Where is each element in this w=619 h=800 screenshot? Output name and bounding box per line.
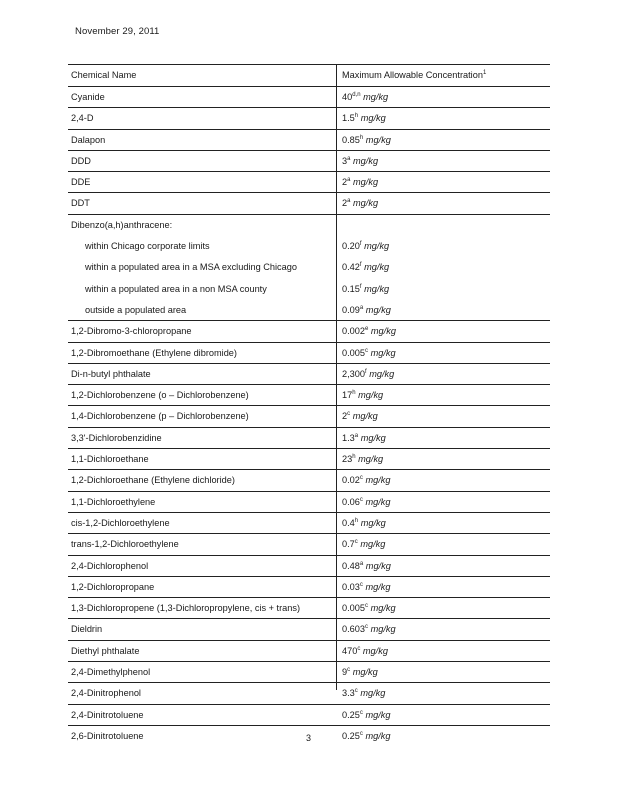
table-row [68, 130, 550, 151]
table-row [68, 87, 550, 108]
chemical-name-header: Chemical Name [71, 70, 137, 80]
max-concentration: 0.25$^c$ mg/kg [342, 709, 391, 720]
table-row [68, 108, 550, 129]
chemical-name: DDD [71, 155, 91, 166]
chemical-name: DDT [71, 198, 90, 209]
chemical-name: outside a populated area [85, 304, 187, 315]
table-row [68, 236, 550, 257]
max-concentration: 1.5$^h$ mg/kg [342, 113, 386, 124]
table-row [68, 321, 550, 342]
chemical-name: 1,1-Dichloroethane [71, 454, 149, 465]
max-concentration: 2$^c$ mg/kg [342, 411, 378, 422]
table-row [68, 492, 550, 513]
document-date: November 29, 2011 [75, 26, 160, 37]
chemical-name: 1,2-Dichloropropane [71, 581, 155, 592]
table-row [68, 619, 550, 640]
chemical-name: 2,4-Dichlorophenol [71, 560, 149, 571]
max-concentration: 0.25$^c$ mg/kg [342, 730, 391, 741]
max-concentration: 0.85$^h$ mg/kg [342, 134, 391, 145]
max-concentration: 0.005$^c$ mg/kg [342, 603, 396, 614]
chemical-name: 2,4-Dinitrotoluene [71, 709, 144, 720]
chemical-name: 1,2-Dibromoethane (Ethylene dibromide) [71, 347, 237, 358]
max-concentration: 3$^a$ mg/kg [342, 155, 379, 166]
max-concentration: 40$^{d,n}$ mg/kg [342, 92, 389, 102]
max-concentration: 0.005$^c$ mg/kg [342, 347, 396, 358]
table-row [68, 364, 550, 385]
chemical-name: 1,4-Dichlorobenzene (p – Dichlorobenzene) [71, 411, 249, 422]
max-concentration: 0.15$^f$ mg/kg [342, 283, 390, 294]
chemical-name: 1,2-Dichloroethane (Ethylene dichloride) [71, 475, 235, 486]
table-row [68, 215, 550, 236]
max-concentration: 0.42$^f$ mg/kg [342, 262, 390, 273]
table-row [68, 428, 550, 449]
chemical-name: Dalapon [71, 134, 106, 145]
chemical-name: Di-n-butyl phthalate [71, 368, 151, 379]
chemical-name: 1,2-Dichlorobenzene (o – Dichlorobenzene) [71, 390, 249, 401]
chemical-name: within a populated area in a non MSA county [85, 283, 267, 294]
concentration-table [68, 64, 550, 747]
table-row [68, 513, 550, 534]
table-row [68, 662, 550, 683]
table-row [68, 470, 550, 491]
table-row [68, 172, 550, 193]
max-concentration: 0.06$^c$ mg/kg [342, 496, 391, 507]
chemical-name: 2,6-Dinitrotoluene [71, 730, 144, 741]
table-row [68, 683, 550, 704]
max-concentration: 23$^h$ mg/kg [342, 454, 384, 465]
max-concentration: 2$^a$ mg/kg [342, 198, 379, 209]
table-row [68, 556, 550, 577]
max-concentration: 0.48$^a$ mg/kg [342, 560, 391, 571]
chemical-name: Cyanide [71, 92, 105, 102]
table-row [68, 300, 550, 321]
table-row [68, 705, 550, 726]
table-header [68, 64, 550, 87]
max-concentration: 0.4$^h$ mg/kg [342, 517, 386, 528]
chemical-name: 2,4-Dinitrophenol [71, 688, 141, 699]
chemical-name: cis-1,2-Dichloroethylene [71, 517, 170, 528]
table-row [68, 449, 550, 470]
table-body [68, 87, 550, 747]
chemical-name: within Chicago corporate limits [85, 241, 210, 252]
max-concentration: 0.09$^a$ mg/kg [342, 304, 391, 315]
table-row [68, 641, 550, 662]
chemical-name: 1,1-Dichloroethylene [71, 496, 156, 507]
max-concentration: 0.002e mg/kg [342, 326, 396, 337]
max-concentration: 1.3$^a$ mg/kg [342, 432, 386, 443]
table-row [68, 193, 550, 214]
page-number: 3 [306, 733, 312, 743]
max-concentration: 9$^c$ mg/kg [342, 667, 378, 678]
max-concentration: 0.02$^c$ mg/kg [342, 475, 391, 486]
chemical-name: 3,3'-Dichlorobenzidine [71, 432, 162, 443]
concentration-header: Maximum Allowable Concentration$^1$ [342, 70, 487, 80]
max-concentration: 0.7$^c$ mg/kg [342, 539, 386, 550]
chemical-name: Diethyl phthalate [71, 645, 140, 656]
max-concentration: 2$^a$ mg/kg [342, 177, 379, 188]
chemical-name: within a populated area in a MSA excluding Chicago [85, 262, 297, 273]
chemical-name: DDE [71, 177, 91, 188]
chemical-name: trans-1,2-Dichloroethylene [71, 539, 179, 550]
max-concentration: 17$^h$ mg/kg [342, 390, 384, 401]
table-row [68, 257, 550, 278]
max-concentration: 0.20$^f$ mg/kg [342, 241, 390, 252]
max-concentration: 0.603$^c$ mg/kg [342, 624, 396, 635]
chemical-name: 1,3-Dichloropropene (1,3-Dichloropropylene, cis + trans) [71, 603, 301, 614]
chemical-name: 2,4-D [71, 113, 94, 124]
table-row [68, 406, 550, 427]
table-row [68, 385, 550, 406]
max-concentration: 470$^c$ mg/kg [342, 645, 388, 656]
table-row [68, 577, 550, 598]
max-concentration: 3.3$^c$ mg/kg [342, 688, 386, 699]
table-row [68, 151, 550, 172]
chemical-name: 1,2-Dibromo-3-chloropropane [71, 326, 192, 337]
chemical-name: Dieldrin [71, 624, 103, 635]
table-row [68, 598, 550, 619]
chemical-name: 2,4-Dimethylphenol [71, 667, 151, 678]
max-concentration: 0.03$^c$ mg/kg [342, 581, 391, 592]
table-row [68, 534, 550, 555]
table-row [68, 343, 550, 364]
table-row [68, 279, 550, 300]
max-concentration: 2,300$^f$ mg/kg [342, 368, 395, 379]
chemical-name: Dibenzo(a,h)anthracene: [71, 219, 173, 230]
